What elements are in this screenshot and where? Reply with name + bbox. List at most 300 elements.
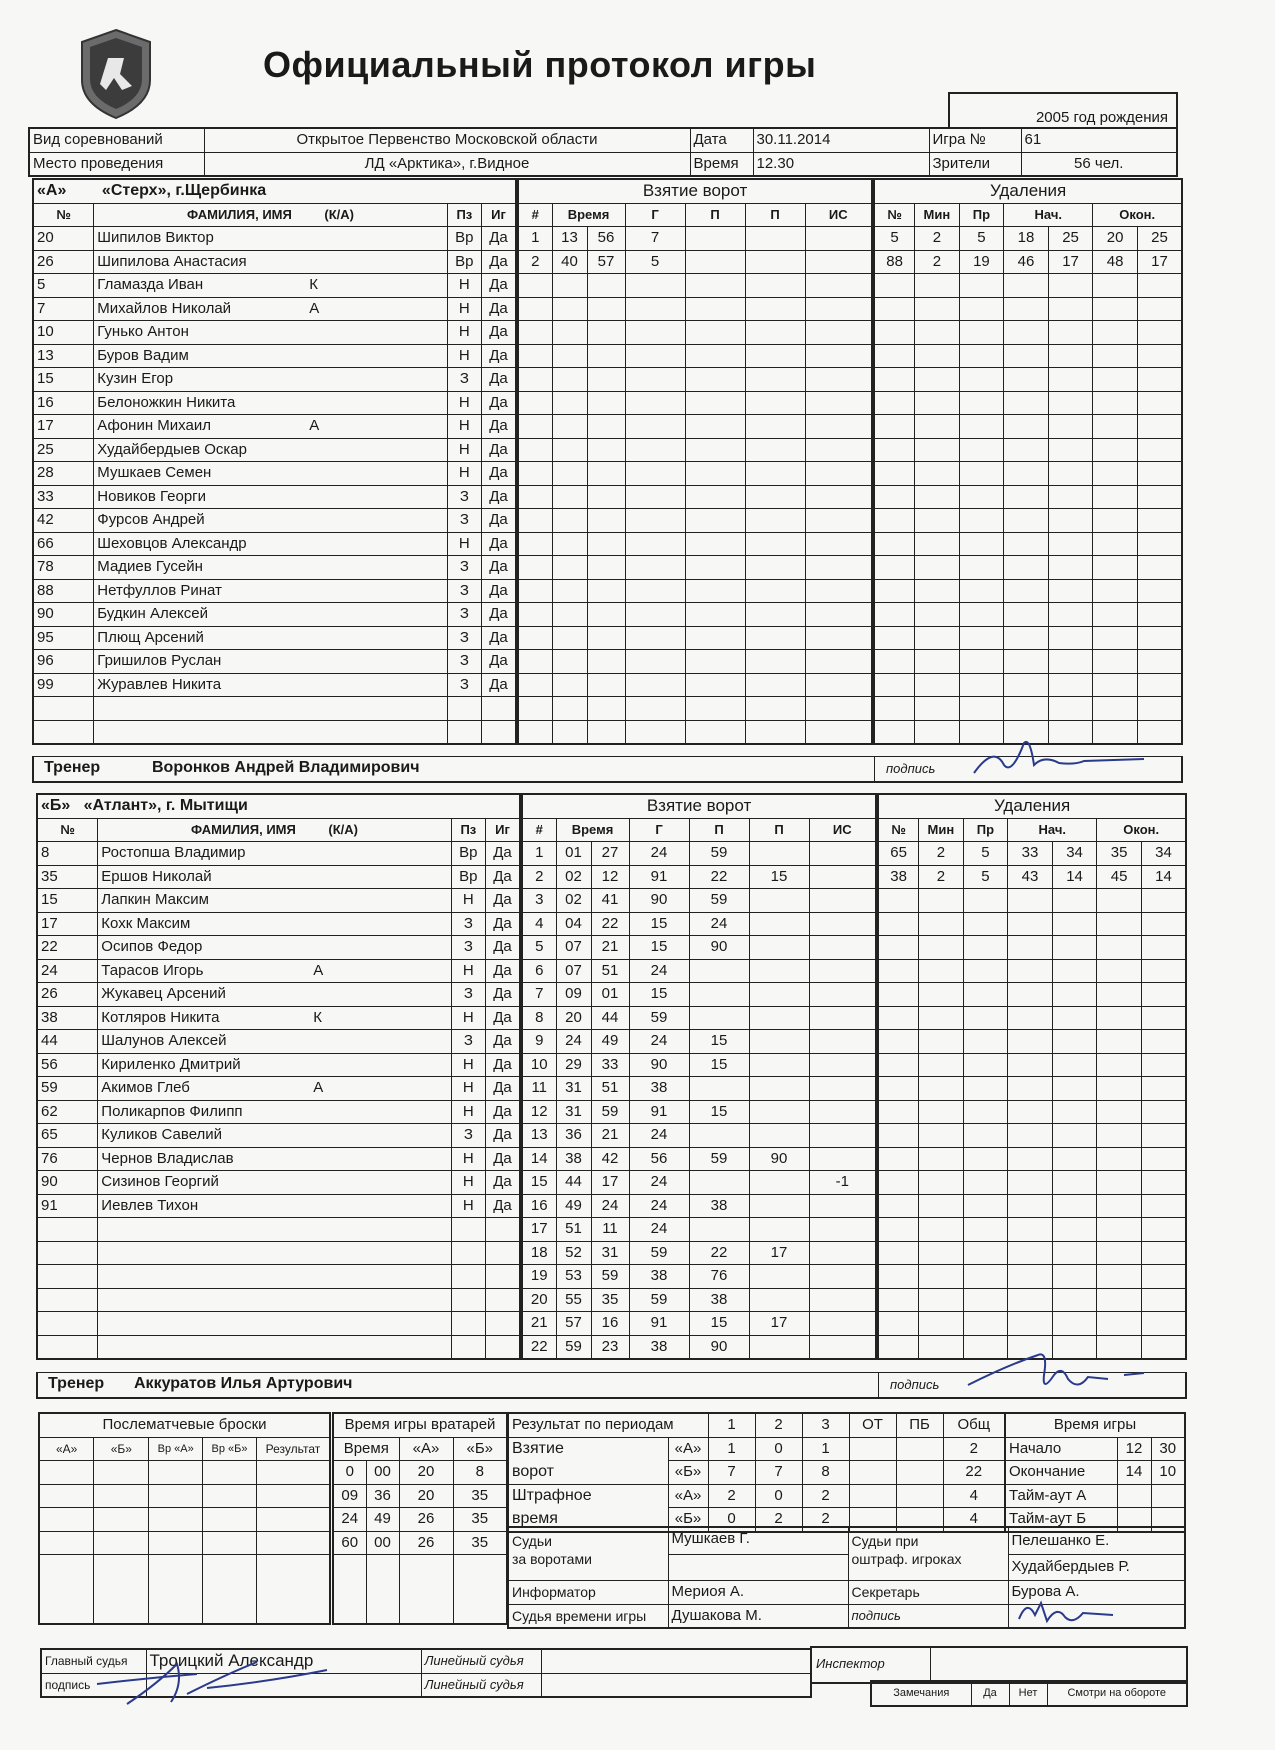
goal-scorer: 90 — [629, 1053, 689, 1077]
player-plays: Да — [486, 1006, 520, 1030]
player-row — [33, 438, 516, 462]
player-name: Ершов Николай — [101, 867, 212, 885]
penalty-start-sec — [1048, 415, 1093, 439]
penalty-start-min: 43 — [1008, 865, 1053, 889]
gk-team-b: 8 — [453, 1461, 507, 1485]
player-position — [451, 1218, 485, 1242]
goal-minute — [552, 697, 587, 721]
goal-situation — [805, 650, 872, 674]
penalty-row — [878, 1241, 1186, 1265]
goal-assist-1 — [685, 321, 745, 345]
player-row — [33, 368, 516, 392]
pen-col-min: Мин — [919, 818, 964, 842]
penalty-minutes — [919, 936, 964, 960]
penalty-start-sec — [1052, 1077, 1097, 1101]
penalty-start-sec: 34 — [1052, 842, 1097, 866]
goal-situation — [809, 1100, 876, 1124]
player-role: К — [309, 276, 319, 294]
player-name-cell — [98, 1077, 451, 1101]
player-name: Осипов Федор — [101, 938, 203, 956]
penalty-row — [878, 1288, 1186, 1312]
team-b-goals — [521, 793, 877, 1360]
player-name: Сизинов Георгий — [101, 1173, 219, 1191]
goal-assist-1 — [685, 509, 745, 533]
goal-col-no: # — [522, 818, 556, 842]
player-name-cell — [94, 297, 447, 321]
penalty-minutes — [915, 509, 960, 533]
goal-col-no: # — [518, 203, 552, 227]
player-row — [33, 673, 516, 697]
penalty-player — [874, 274, 915, 298]
goal-minute: 31 — [556, 1077, 591, 1101]
team-b-roster — [36, 793, 521, 1360]
penalty-player — [878, 1147, 919, 1171]
penalty-end-min — [1093, 415, 1138, 439]
penalty-end-sec — [1137, 650, 1182, 674]
penalty-start-min — [1008, 936, 1053, 960]
penalty-end-sec — [1137, 626, 1182, 650]
time-label: Время — [690, 152, 753, 176]
goal-minute — [552, 274, 587, 298]
penalty-end-sec — [1137, 697, 1182, 721]
penalty-player — [878, 912, 919, 936]
goal-second: 41 — [591, 889, 629, 913]
goal-assist-2 — [745, 321, 805, 345]
goal-assist-1: 22 — [689, 865, 749, 889]
penalty-player — [874, 509, 915, 533]
player-name: Афонин Михаил — [97, 417, 211, 435]
goal-second: 11 — [591, 1218, 629, 1242]
goal-second — [587, 673, 625, 697]
goal-number — [518, 368, 552, 392]
goal-second — [587, 391, 625, 415]
penalty-player — [874, 673, 915, 697]
goal-number: 3 — [522, 889, 556, 913]
penalty-start-min: 46 — [1004, 250, 1049, 274]
player-row — [33, 626, 516, 650]
penalty-end-sec — [1141, 1288, 1186, 1312]
player-position — [451, 1312, 485, 1336]
player-number: 90 — [33, 603, 94, 627]
player-position: З — [447, 485, 481, 509]
goal-minute — [552, 556, 587, 580]
goal-row — [522, 1053, 876, 1077]
penalty-start-min — [1008, 983, 1053, 1007]
player-position: Н — [447, 274, 481, 298]
penalty-start-min — [1008, 959, 1053, 983]
player-plays: Да — [486, 959, 520, 983]
goal-second — [587, 297, 625, 321]
period-col-3: 3 — [802, 1413, 849, 1437]
penalty-player: 65 — [878, 842, 919, 866]
goal-assist-2 — [749, 936, 809, 960]
goal-assist-1: 38 — [689, 1288, 749, 1312]
shootout-col-b: «Б» — [94, 1437, 149, 1461]
goal-scorer — [625, 462, 685, 486]
player-number: 15 — [37, 889, 98, 913]
goal-second — [587, 344, 625, 368]
penalty-minutes — [919, 1194, 964, 1218]
goal-assist-1 — [685, 626, 745, 650]
penalty-row — [874, 485, 1182, 509]
goal-scorer — [625, 415, 685, 439]
goal-assist-2 — [745, 438, 805, 462]
penalty-minutes — [915, 603, 960, 627]
player-position — [451, 1335, 485, 1359]
coach-b-signature-label: подпись — [890, 1377, 940, 1392]
goal-number — [518, 297, 552, 321]
goal-assist-2 — [749, 842, 809, 866]
penalty-reason: 19 — [959, 250, 1004, 274]
player-position: З — [447, 509, 481, 533]
penalty-start-sec — [1048, 344, 1093, 368]
penalty-row — [874, 697, 1182, 721]
penalty-player — [874, 579, 915, 603]
player-row — [33, 603, 516, 627]
goal-second: 16 — [591, 1312, 629, 1336]
penalty-row — [878, 1194, 1186, 1218]
player-name-cell — [98, 1288, 451, 1312]
penalty-end-min — [1097, 959, 1142, 983]
penalty-row — [878, 1006, 1186, 1030]
penalty-start-sec — [1052, 983, 1097, 1007]
venue-value: ЛД «Арктика», г.Видное — [204, 152, 690, 176]
goal-row — [522, 842, 876, 866]
goal-col-p1: П — [685, 203, 745, 227]
penalty-player — [878, 1265, 919, 1289]
gk-second: 49 — [366, 1508, 399, 1532]
goal-number — [518, 556, 552, 580]
penalty-reason — [963, 1171, 1008, 1195]
start-hour: 12 — [1117, 1437, 1151, 1461]
penalty-judge-2: Худайбердыев Р. — [1008, 1554, 1185, 1580]
penalty-minutes — [919, 1124, 964, 1148]
player-name-cell — [94, 720, 447, 744]
player-name: Кохк Максим — [101, 914, 191, 932]
penalty-player — [874, 344, 915, 368]
goal-minute: 01 — [556, 842, 591, 866]
goal-minute: 02 — [556, 865, 591, 889]
penalty-reason — [963, 1194, 1008, 1218]
player-number — [37, 1265, 98, 1289]
goal-assist-2 — [749, 1053, 809, 1077]
goal-row — [522, 1241, 876, 1265]
player-name-cell — [98, 1171, 451, 1195]
goal-row — [518, 391, 872, 415]
penalty-end-sec — [1141, 1312, 1186, 1336]
goal-assist-1: 76 — [689, 1265, 749, 1289]
goal-minute — [552, 720, 587, 744]
player-position: Н — [451, 1194, 485, 1218]
goal-situation — [809, 983, 876, 1007]
penalty-end-min — [1097, 1288, 1142, 1312]
timeout-b-label: Тайм-аут Б — [1005, 1508, 1117, 1532]
goal-number: 12 — [522, 1100, 556, 1124]
goal-scorer: 38 — [629, 1265, 689, 1289]
penalty-end-min — [1093, 556, 1138, 580]
goal-assist-1: 15 — [689, 1030, 749, 1054]
penalty-start-min — [1004, 321, 1049, 345]
goal-row — [522, 1171, 876, 1195]
goalie-time-row — [333, 1484, 507, 1508]
penalty-player: 88 — [874, 250, 915, 274]
penalty-end-sec — [1137, 415, 1182, 439]
player-row — [33, 556, 516, 580]
player-plays: Да — [486, 842, 520, 866]
penalty-start-sec — [1048, 438, 1093, 462]
penalty-end-sec — [1141, 983, 1186, 1007]
penalty-player — [878, 1030, 919, 1054]
goal-col-g: Г — [629, 818, 689, 842]
pim-label-2: время — [508, 1508, 668, 1532]
penalty-start-sec — [1048, 391, 1093, 415]
col-pz: Пз — [447, 203, 481, 227]
penalty-row — [878, 842, 1186, 866]
penalty-reason — [959, 297, 1004, 321]
col-name: ФАМИЛИЯ, ИМЯ — [186, 206, 292, 222]
penalty-start-min — [1004, 532, 1049, 556]
officials-table — [507, 1526, 1186, 1629]
goal-situation — [805, 368, 872, 392]
goal-scorer — [625, 579, 685, 603]
player-position: З — [451, 1030, 485, 1054]
pim-b-p2: 2 — [755, 1508, 802, 1532]
goal-assist-1 — [685, 697, 745, 721]
goal-minute — [552, 626, 587, 650]
player-name-cell — [98, 1006, 451, 1030]
player-plays: Да — [482, 391, 516, 415]
goal-col-g: Г — [625, 203, 685, 227]
penalty-end-min — [1097, 1030, 1142, 1054]
goal-assist-2 — [745, 462, 805, 486]
penalty-minutes — [919, 1312, 964, 1336]
gk-col-b: «Б» — [453, 1437, 507, 1461]
goal-number: 1 — [518, 227, 552, 251]
penalty-minutes — [915, 438, 960, 462]
penalty-end-sec — [1137, 344, 1182, 368]
penalty-row — [874, 579, 1182, 603]
penalty-end-sec — [1141, 1171, 1186, 1195]
penalty-start-min — [1004, 485, 1049, 509]
penalty-reason — [959, 673, 1004, 697]
player-position: З — [447, 368, 481, 392]
penalty-end-sec — [1141, 1265, 1186, 1289]
goal-scorer: 24 — [629, 1030, 689, 1054]
player-position: З — [447, 603, 481, 627]
penalty-end-min — [1093, 532, 1138, 556]
penalty-reason — [959, 274, 1004, 298]
player-name-cell — [94, 579, 447, 603]
goal-second: 51 — [591, 959, 629, 983]
chief-signature-label: подпись — [41, 1673, 146, 1697]
penalty-reason — [959, 462, 1004, 486]
shootout-col-a: «А» — [39, 1437, 94, 1461]
penalty-start-sec — [1048, 673, 1093, 697]
player-number: 26 — [37, 983, 98, 1007]
penalty-minutes — [919, 1241, 964, 1265]
goal-minute — [552, 438, 587, 462]
goal-number — [518, 532, 552, 556]
goal-minute: 40 — [552, 250, 587, 274]
player-number: 20 — [33, 227, 94, 251]
player-plays — [486, 1241, 520, 1265]
goal-second: 01 — [591, 983, 629, 1007]
goal-scorer — [625, 344, 685, 368]
goal-assist-1 — [685, 274, 745, 298]
player-number: 96 — [33, 650, 94, 674]
goal-second — [587, 650, 625, 674]
goal-minute: 52 — [556, 1241, 591, 1265]
penalty-player: 5 — [874, 227, 915, 251]
goal-minute — [552, 532, 587, 556]
goal-assist-1 — [685, 391, 745, 415]
penalty-end-sec — [1141, 936, 1186, 960]
player-plays: Да — [482, 344, 516, 368]
player-plays: Да — [482, 626, 516, 650]
player-role: А — [313, 1079, 324, 1097]
penalty-row — [878, 865, 1186, 889]
penalty-end-sec — [1141, 912, 1186, 936]
goal-col-p1: П — [689, 818, 749, 842]
player-name: Белоножкин Никита — [97, 393, 236, 411]
player-plays — [486, 1312, 520, 1336]
penalty-reason — [959, 650, 1004, 674]
team-b-goals-title: Взятие ворот — [522, 794, 876, 818]
secretary-signature — [1013, 1595, 1123, 1629]
player-number: 78 — [33, 556, 94, 580]
player-number — [37, 1218, 98, 1242]
goal-assist-2: 15 — [749, 865, 809, 889]
goal-situation — [809, 1241, 876, 1265]
player-position: Вр — [447, 227, 481, 251]
player-plays: Да — [486, 1124, 520, 1148]
goal-second — [587, 485, 625, 509]
goal-scorer — [625, 650, 685, 674]
goal-minute: 55 — [556, 1288, 591, 1312]
competition-label: Вид соревнований — [29, 128, 204, 152]
goal-minute — [552, 415, 587, 439]
goal-assist-1 — [685, 485, 745, 509]
penalty-start-sec — [1048, 626, 1093, 650]
penalty-row — [878, 1265, 1186, 1289]
time-value: 12.30 — [753, 152, 929, 176]
goal-second: 21 — [591, 1124, 629, 1148]
goal-situation — [809, 1006, 876, 1030]
penalty-end-sec — [1141, 1053, 1186, 1077]
penalty-start-min — [1008, 1006, 1053, 1030]
goal-minute: 59 — [556, 1335, 591, 1359]
player-name-cell — [94, 227, 447, 251]
penalty-end-sec — [1137, 532, 1182, 556]
goal-situation — [809, 1030, 876, 1054]
penalty-minutes — [919, 1100, 964, 1124]
pim-b-total: 4 — [943, 1508, 1005, 1532]
player-row — [37, 889, 520, 913]
date-value: 30.11.2014 — [753, 128, 929, 152]
penalty-start-sec — [1052, 1288, 1097, 1312]
goal-situation — [805, 391, 872, 415]
goal-second — [587, 438, 625, 462]
penalty-end-min — [1097, 936, 1142, 960]
player-number: 33 — [33, 485, 94, 509]
goal-number: 16 — [522, 1194, 556, 1218]
player-row — [37, 1335, 520, 1359]
goal-situation — [805, 250, 872, 274]
goal-scorer: 59 — [629, 1288, 689, 1312]
penalty-start-min — [1008, 1030, 1053, 1054]
team-a-label: «А» — [37, 182, 67, 200]
player-position — [447, 697, 481, 721]
goal-scorer: 5 — [625, 250, 685, 274]
goals-b-p2: 7 — [755, 1461, 802, 1485]
penalty-start-min — [1004, 368, 1049, 392]
player-name-cell — [94, 650, 447, 674]
penalty-player: 38 — [878, 865, 919, 889]
player-name: Куликов Савелий — [101, 1126, 223, 1144]
goal-number: 5 — [522, 936, 556, 960]
gk-col-a: «А» — [399, 1437, 453, 1461]
coach-a-signature — [964, 735, 1154, 781]
goal-assist-2 — [745, 274, 805, 298]
goal-situation — [809, 1218, 876, 1242]
player-plays: Да — [486, 865, 520, 889]
goal-situation — [809, 959, 876, 983]
penalty-reason — [959, 532, 1004, 556]
penalty-minutes: 2 — [915, 250, 960, 274]
goal-scorer — [625, 626, 685, 650]
goalie-time-row — [333, 1508, 507, 1532]
player-row — [33, 297, 516, 321]
info-table — [28, 127, 1178, 177]
goal-minute — [552, 344, 587, 368]
player-row — [33, 391, 516, 415]
penalty-start-sec — [1052, 1030, 1097, 1054]
player-number: 17 — [33, 415, 94, 439]
player-number — [37, 1335, 98, 1359]
goal-number — [518, 274, 552, 298]
linesman-1-label: Линейный судья — [421, 1649, 541, 1673]
player-number: 56 — [37, 1053, 98, 1077]
player-row — [33, 485, 516, 509]
player-plays — [482, 720, 516, 744]
goal-situation — [809, 1053, 876, 1077]
penalty-start-min — [1004, 438, 1049, 462]
penalty-row — [874, 509, 1182, 533]
goal-assist-1 — [689, 1171, 749, 1195]
goal-assist-1 — [685, 462, 745, 486]
goal-assist-1 — [685, 673, 745, 697]
penalty-start-min — [1008, 1288, 1053, 1312]
penalty-row — [874, 274, 1182, 298]
player-position: З — [451, 912, 485, 936]
goal-number: 14 — [522, 1147, 556, 1171]
goal-second — [587, 321, 625, 345]
goalie-time-rows — [333, 1461, 507, 1555]
player-position: З — [447, 650, 481, 674]
penalty-minutes — [919, 1030, 964, 1054]
goalie-time-table — [332, 1412, 508, 1625]
goal-minute: 53 — [556, 1265, 591, 1289]
goal-second — [587, 720, 625, 744]
goal-assist-1: 15 — [689, 1100, 749, 1124]
goal-number — [518, 509, 552, 533]
penalty-end-min — [1093, 391, 1138, 415]
goal-situation — [809, 1335, 876, 1359]
player-number — [37, 1288, 98, 1312]
player-name: Худайбердыев Оскар — [97, 440, 247, 458]
penalty-start-min — [1008, 1218, 1053, 1242]
player-number: 38 — [37, 1006, 98, 1030]
